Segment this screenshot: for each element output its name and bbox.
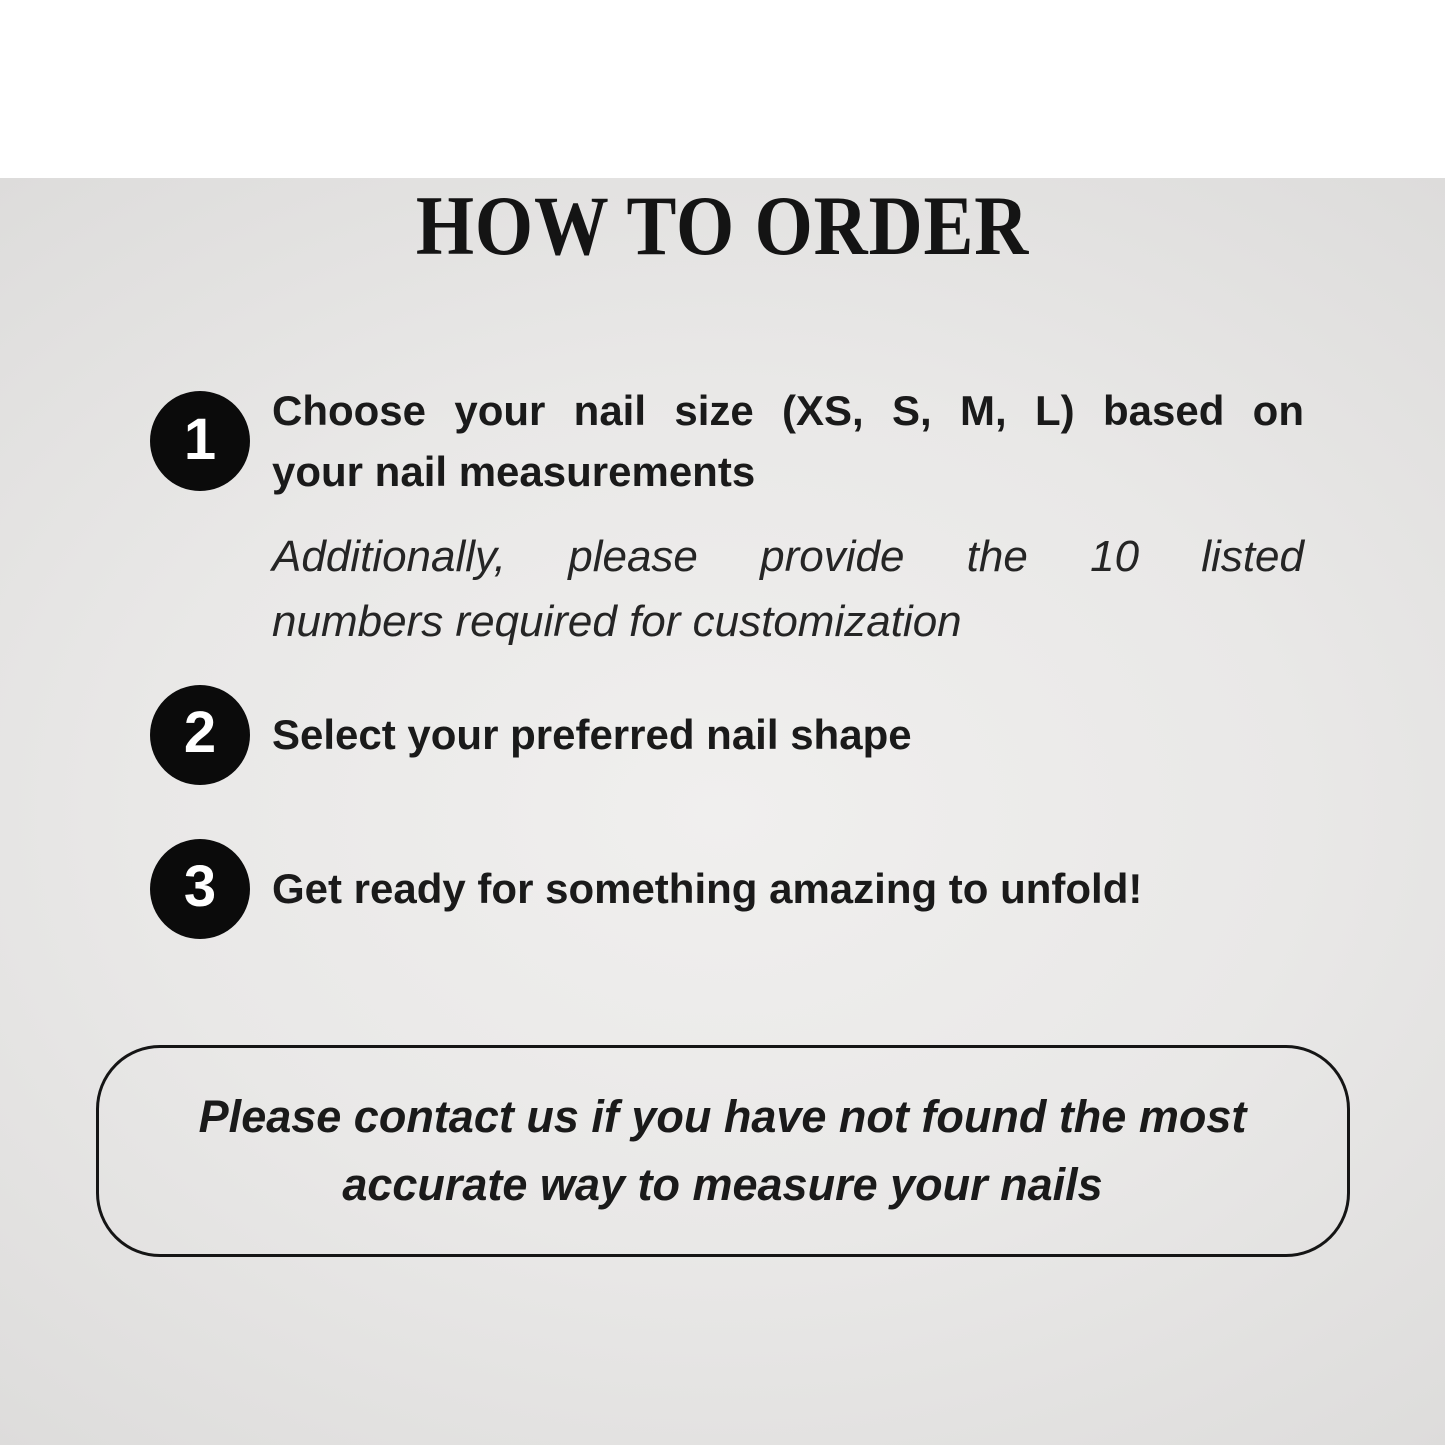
step-2 bbox=[150, 685, 1310, 785]
step-1 bbox=[150, 380, 1310, 503]
step-3 bbox=[150, 839, 1310, 939]
step-1-note-line-1: Additionally, please provide the 10 listed bbox=[272, 532, 1304, 582]
step-3-heading bbox=[272, 858, 1304, 919]
step-1-note-line-2: numbers required for customization bbox=[272, 597, 962, 647]
step-1-heading-line-1: Choose your nail size (XS, S, M, L) based on bbox=[272, 386, 1304, 434]
step-1-number: 1 bbox=[183, 406, 217, 472]
step-2-heading-line-1: Select your preferred nail shape bbox=[272, 710, 912, 758]
step-1-heading-line-2: your nail measurements bbox=[272, 448, 756, 496]
step-2-heading bbox=[272, 704, 1304, 765]
step-3-heading-line-1: Get ready for something amazing to unfold! bbox=[272, 864, 1143, 912]
step-3-number-badge bbox=[150, 839, 250, 939]
page-title: HOW TO ORDER bbox=[415, 179, 1030, 273]
contact-note-box bbox=[96, 1045, 1350, 1257]
how-to-order-infographic bbox=[0, 178, 1445, 1445]
step-3-number: 3 bbox=[183, 854, 217, 920]
step-1-number-badge bbox=[150, 391, 250, 491]
step-1-heading bbox=[272, 380, 1304, 503]
step-2-number-badge bbox=[150, 685, 250, 785]
contact-note-line-2: accurate way to measure your nails bbox=[342, 1158, 1103, 1210]
step-2-number: 2 bbox=[183, 700, 217, 766]
steps-list bbox=[150, 380, 1310, 939]
step-1-note bbox=[272, 524, 1304, 654]
contact-note-line-1: Please contact us if you have not found the most bbox=[198, 1091, 1247, 1143]
